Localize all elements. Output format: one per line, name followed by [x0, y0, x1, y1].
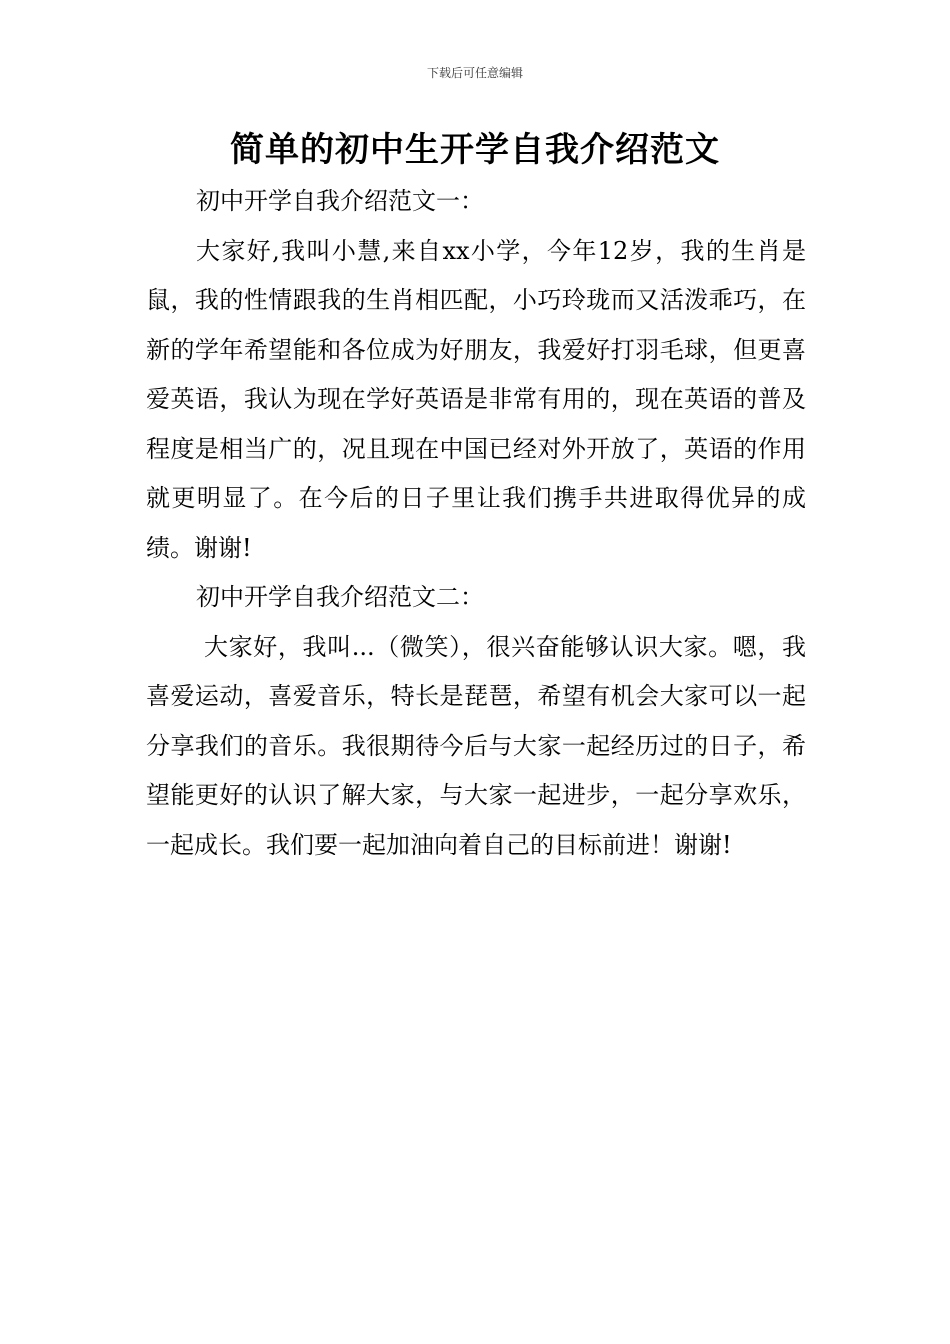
document-body [146, 177, 806, 870]
document-title: 简单的初中生开学自我介绍范文 [230, 130, 720, 170]
section-1-heading: 初中开学自我介绍范文一： [196, 187, 484, 215]
section-2-paragraph: 大家好，我叫...（微笑），很兴奋能够认识大家。嗯，我喜爱运动，喜爱音乐，特长是琵琶，希望有机会大家可以一起分享我们的音乐。我很期待今后与大家一起经历过的日子，希望能更好的认识了解大家，与大家一起进步，一起分享欢乐，一起成长。我们要一起加油向着自己的目标前进！谢谢! [146, 632, 806, 859]
header-note: 下载后可任意编辑 [426, 66, 523, 80]
section-1-paragraph: 大家好,我叫小慧,来自xx小学，今年12岁，我的生肖是鼠，我的性情跟我的生肖相匹配，小巧玲珑而又活泼乖巧，在新的学年希望能和各位成为好朋友，我爱好打羽毛球，但更喜爱英语，我认为现在学好英语是非常有用的，现在英语的普及程度是相当广的，况且现在中国已经对外开放了，英语的作用就更明显了。在今后的日子里让我们携手共进取得优异的成绩。谢谢! [146, 236, 806, 562]
section-2-heading: 初中开学自我介绍范文二： [196, 583, 484, 611]
